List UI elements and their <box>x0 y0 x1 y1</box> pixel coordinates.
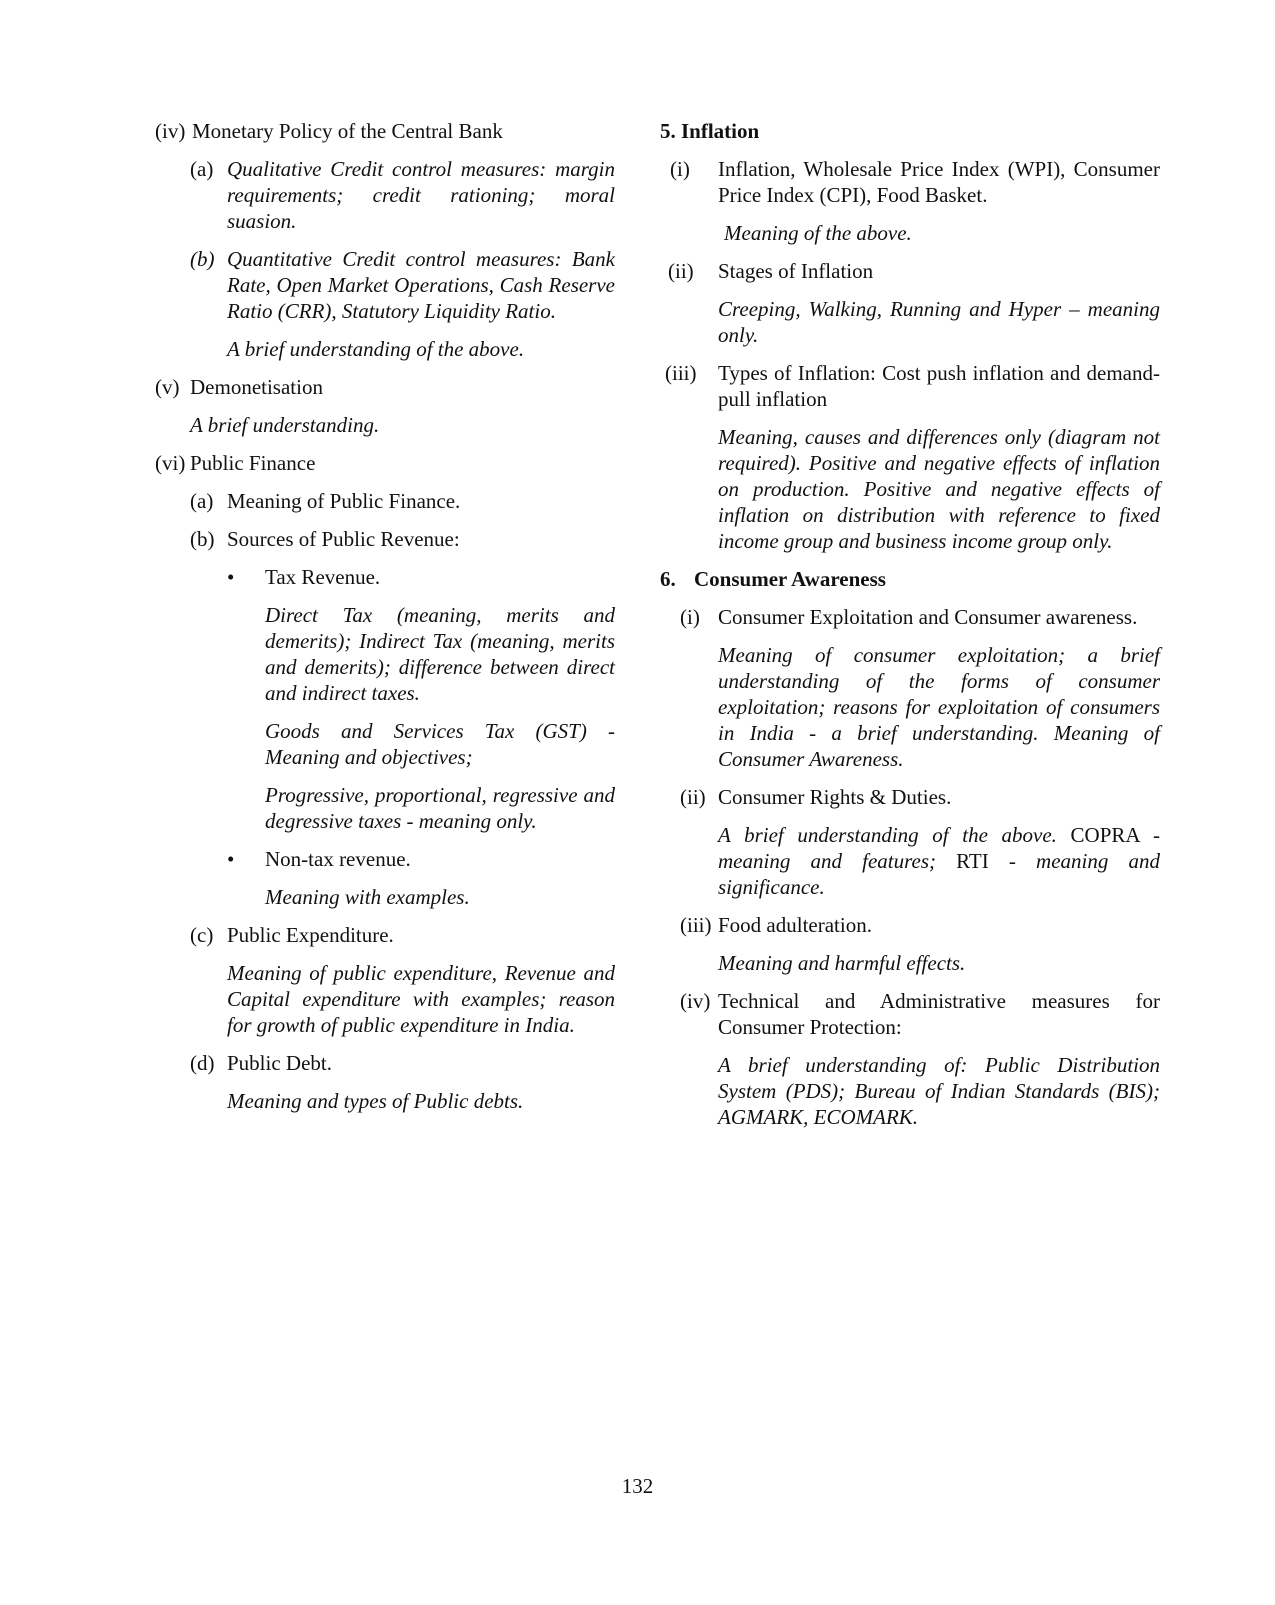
item-label: (b) <box>190 247 215 271</box>
section-heading-consumer-awareness <box>660 566 1160 592</box>
section-title: Consumer Awareness <box>694 567 886 591</box>
item-label: (ii) <box>680 785 706 809</box>
note-part: meaning and features; <box>718 849 936 873</box>
item-title: Monetary Policy of the Central Bank <box>192 119 503 143</box>
item-label: (i) <box>670 157 690 181</box>
item-vi-d <box>190 1050 615 1076</box>
item-text: Public Debt. <box>227 1051 332 1075</box>
item-label: (iv) <box>155 119 186 143</box>
item-5-i <box>670 156 1160 208</box>
item-label: (vi) <box>155 451 186 475</box>
section-heading-inflation: 5. Inflation <box>660 119 760 143</box>
note: Meaning, causes and differences only (diagram not required). Positive and negative effects of inflation on production. Positive and negative effects of inflation on distribution with reference to fixed income group and business income group only. <box>718 425 1160 553</box>
note: Meaning and harmful effects. <box>718 951 966 975</box>
item-6-ii <box>680 784 1160 810</box>
item-vi-a <box>190 488 615 514</box>
item-vi-b <box>190 526 615 552</box>
item-text: Qualitative Credit control measures: margin requirements; credit rationing; moral suasion. <box>227 157 615 233</box>
note: Progressive, proportional, regressive and degressive taxes - meaning only. <box>265 783 615 833</box>
note-part: COPRA - <box>1070 823 1161 847</box>
bullet-text: Non-tax revenue. <box>265 847 411 871</box>
item-text: Public Expenditure. <box>227 923 394 947</box>
item-text: Inflation, Wholesale Price Index (WPI), Consumer Price Index (CPI), Food Basket. <box>718 157 1160 207</box>
item-label: (v) <box>155 375 180 399</box>
item-5-iii <box>665 360 1160 412</box>
item-text: Technical and Administrative measures for Consumer Protection: <box>718 989 1160 1039</box>
item-6-iv <box>680 988 1160 1040</box>
note: Creeping, Walking, Running and Hyper – meaning only. <box>718 297 1160 347</box>
item-6-i <box>680 604 1160 630</box>
note-part: A brief understanding of the above. <box>718 823 1057 847</box>
item-text: Sources of Public Revenue: <box>227 527 460 551</box>
note: Meaning with examples. <box>265 885 470 909</box>
bullet-icon: • <box>227 847 235 871</box>
item-text: Consumer Exploitation and Consumer awareness. <box>718 605 1138 629</box>
note: Meaning and types of Public debts. <box>227 1089 524 1113</box>
note: A brief understanding of: Public Distribution System (PDS); Bureau of Indian Standards (BIS); AGMARK, ECOMARK. <box>718 1053 1160 1129</box>
bullet-icon: • <box>227 565 235 589</box>
item-vi-c <box>190 922 615 948</box>
item-label: (d) <box>190 1051 215 1075</box>
item-label: (i) <box>680 605 700 629</box>
item-title: Demonetisation <box>190 375 323 399</box>
item-text: Consumer Rights & Duties. <box>718 785 952 809</box>
bullet-non-tax-revenue <box>227 846 615 872</box>
bullet-text: Tax Revenue. <box>265 565 381 589</box>
note-copra-rti <box>718 822 1160 900</box>
item-6-iii <box>680 912 1160 938</box>
item-label: (ii) <box>668 259 694 283</box>
item-label: (c) <box>190 923 214 947</box>
item-label: (a) <box>190 157 214 181</box>
section-number: 6. <box>660 567 676 591</box>
item-label: (iii) <box>680 913 712 937</box>
item-text: Types of Inflation: Cost push inflation and demand- pull inflation <box>718 361 1160 411</box>
item-5-ii <box>668 258 1160 284</box>
item-title: Public Finance <box>190 451 316 475</box>
item-label: (iii) <box>665 361 697 385</box>
note: Meaning of public expenditure, Revenue and Capital expenditure with examples; reason for growth of public expenditure in India. <box>227 961 615 1037</box>
note: Meaning of consumer exploitation; a brief understanding of the forms of consumer exploitation; reasons for exploitation of consumers in India - a brief understanding. Meaning of Consumer Awareness. <box>718 643 1160 771</box>
left-column <box>155 118 615 1126</box>
item-iv-monetary-policy <box>155 118 615 144</box>
bullet-tax-revenue <box>227 564 615 590</box>
item-text: Meaning of Public Finance. <box>227 489 461 513</box>
note-part: RTI - <box>956 849 1016 873</box>
right-column <box>660 118 1160 1142</box>
item-text: Food adulteration. <box>718 913 872 937</box>
note: Goods and Services Tax (GST) - Meaning and objectives; <box>265 719 615 769</box>
item-vi-public-finance <box>155 450 615 476</box>
note: Direct Tax (meaning, merits and demerits); Indirect Tax (meaning, merits and demerits); difference between direct and indirect taxes. <box>265 603 615 705</box>
item-label: (b) <box>190 527 215 551</box>
item-text: Quantitative Credit control measures: Bank Rate, Open Market Operations, Cash Reserve Ratio (CRR), Statutory Liquidity Ratio. <box>227 247 615 323</box>
item-iv-b <box>190 246 615 324</box>
item-v-demonetisation <box>155 374 615 400</box>
page-number: 132 <box>621 1474 654 1498</box>
item-text: Stages of Inflation <box>718 259 874 283</box>
note: A brief understanding. <box>190 413 380 437</box>
note-part: meaning and significance. <box>718 849 1161 899</box>
item-iv-a <box>190 156 615 234</box>
item-label: (iv) <box>680 989 711 1013</box>
note: Meaning of the above. <box>724 221 912 245</box>
note: A brief understanding of the above. <box>227 337 525 361</box>
item-label: (a) <box>190 489 214 513</box>
